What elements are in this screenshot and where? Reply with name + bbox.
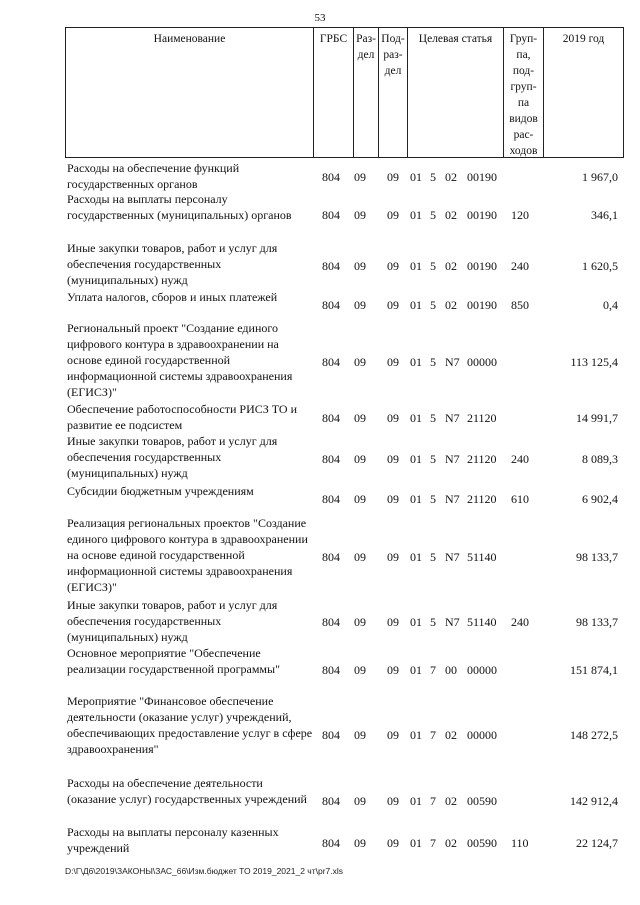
row-razdel: 09	[354, 452, 366, 466]
row-sum: 14 991,7	[576, 411, 618, 425]
row-name: Уплата налогов, сборов и иных платежей	[67, 290, 278, 304]
row-name: Расходы на обеспечение деятельности (оказание услуг) государственных учреждений	[67, 776, 307, 806]
row-podrazdel: 09	[387, 170, 399, 184]
row-subprogram: 7	[430, 836, 436, 850]
row-grbs: 804	[322, 411, 340, 425]
row-razdel: 09	[354, 355, 366, 369]
row-subprogram: 7	[430, 663, 436, 677]
row-name: Региональный проект "Создание единого цифрового контура в здравоохранении на основе единой государственной информационной системы здравоохранения (ЕГИСЗ)"	[67, 321, 293, 399]
row-podrazdel: 09	[387, 615, 399, 629]
row-sum: 113 125,4	[570, 355, 618, 369]
row-podrazdel: 09	[387, 298, 399, 312]
row-event: 02	[445, 170, 457, 184]
row-grbs: 804	[322, 794, 340, 808]
row-expense-type: 240	[511, 259, 529, 273]
row-grbs: 804	[322, 208, 340, 222]
row-event: N7	[445, 452, 460, 466]
row-program: 01	[410, 492, 422, 506]
row-direction: 51140	[467, 615, 497, 629]
row-subprogram: 5	[430, 550, 436, 564]
page-number: 53	[314, 12, 326, 24]
row-program: 01	[410, 615, 422, 629]
row-direction: 21120	[467, 492, 497, 506]
row-razdel: 09	[354, 298, 366, 312]
row-subprogram: 5	[430, 208, 436, 222]
row-grbs: 804	[322, 298, 340, 312]
row-expense-type: 240	[511, 615, 529, 629]
row-program: 01	[410, 170, 422, 184]
row-direction: 21120	[467, 411, 497, 425]
row-sum: 6 902,4	[582, 492, 618, 506]
row-razdel: 09	[354, 170, 366, 184]
row-subprogram: 5	[430, 492, 436, 506]
row-grbs: 804	[322, 452, 340, 466]
row-razdel: 09	[354, 411, 366, 425]
row-direction: 00190	[467, 170, 497, 184]
row-name: Реализация региональных проектов "Создание единого цифрового контура в здравоохранении на основе единой государственной информационной системы здравоохранения (ЕГИСЗ)"	[67, 516, 308, 594]
row-sum: 142 912,4	[570, 794, 618, 808]
row-program: 01	[410, 836, 422, 850]
row-name: Мероприятие "Финансовое обеспечение деятельности (оказание услуг) учреждений, обеспечивающих предоставление услуг в сфере здравоохранения"	[67, 694, 313, 756]
row-program: 01	[410, 298, 422, 312]
row-podrazdel: 09	[387, 836, 399, 850]
row-event: 02	[445, 298, 457, 312]
header-razdel: Раз- дел	[353, 28, 378, 157]
row-program: 01	[410, 355, 422, 369]
table-header	[65, 27, 624, 158]
row-razdel: 09	[354, 550, 366, 564]
file-path-footer: D:\Г\Д6\2019\ЗАКОНЫ\ЗАС_66\Изм.бюджет ТО 2019_2021_2 чт\pr7.xls	[65, 866, 344, 876]
row-event: 02	[445, 208, 457, 222]
row-sum: 151 874,1	[570, 663, 618, 677]
row-expense-type: 850	[511, 298, 529, 312]
row-direction: 51140	[467, 550, 497, 564]
row-name: Иные закупки товаров, работ и услуг для обеспечения государственных (муниципальных) нужд	[67, 434, 278, 480]
row-name: Расходы на выплаты персоналу казенных учреждений	[67, 825, 279, 855]
row-subprogram: 5	[430, 355, 436, 369]
header-podrazdel: Под- раз- дел	[378, 28, 407, 157]
row-program: 01	[410, 728, 422, 742]
row-name: Субсидии бюджетным учреждениям	[67, 484, 254, 498]
row-event: 02	[445, 794, 457, 808]
row-name: Иные закупки товаров, работ и услуг для обеспечения государственных (муниципальных) нужд	[67, 241, 278, 287]
row-event: 02	[445, 259, 457, 273]
row-sum: 148 272,5	[570, 728, 618, 742]
row-razdel: 09	[354, 615, 366, 629]
row-subprogram: 5	[430, 259, 436, 273]
row-name: Расходы на выплаты персоналу государственных (муниципальных) органов	[67, 192, 292, 222]
row-razdel: 09	[354, 259, 366, 273]
row-direction: 00590	[467, 836, 497, 850]
row-program: 01	[410, 663, 422, 677]
row-subprogram: 5	[430, 170, 436, 184]
row-grbs: 804	[322, 259, 340, 273]
row-subprogram: 7	[430, 794, 436, 808]
row-sum: 8 089,3	[582, 452, 618, 466]
row-podrazdel: 09	[387, 728, 399, 742]
row-name: Иные закупки товаров, работ и услуг для обеспечения государственных (муниципальных) нужд	[67, 598, 278, 644]
row-subprogram: 5	[430, 452, 436, 466]
row-grbs: 804	[322, 728, 340, 742]
row-sum: 98 133,7	[576, 615, 618, 629]
row-grbs: 804	[322, 836, 340, 850]
row-program: 01	[410, 550, 422, 564]
row-grbs: 804	[322, 550, 340, 564]
row-subprogram: 5	[430, 615, 436, 629]
row-sum: 98 133,7	[576, 550, 618, 564]
row-grbs: 804	[322, 492, 340, 506]
row-event: N7	[445, 355, 460, 369]
row-razdel: 09	[354, 208, 366, 222]
row-sum: 1 620,5	[582, 259, 618, 273]
row-program: 01	[410, 208, 422, 222]
row-grbs: 804	[322, 170, 340, 184]
row-sum: 1 967,0	[582, 170, 618, 184]
row-razdel: 09	[354, 794, 366, 808]
row-direction: 21120	[467, 452, 497, 466]
row-direction: 00000	[467, 728, 497, 742]
row-direction: 00190	[467, 208, 497, 222]
row-program: 01	[410, 411, 422, 425]
row-podrazdel: 09	[387, 259, 399, 273]
row-event: N7	[445, 411, 460, 425]
row-program: 01	[410, 452, 422, 466]
row-podrazdel: 09	[387, 663, 399, 677]
row-subprogram: 5	[430, 411, 436, 425]
row-name: Расходы на обеспечение функций государственных органов	[67, 161, 240, 191]
row-razdel: 09	[354, 836, 366, 850]
header-target-article: Целевая статья	[407, 28, 503, 157]
row-direction: 00000	[467, 355, 497, 369]
row-sum: 0,4	[603, 298, 618, 312]
row-expense-type: 240	[511, 452, 529, 466]
row-razdel: 09	[354, 663, 366, 677]
row-sum: 346,1	[591, 208, 618, 222]
row-razdel: 09	[354, 492, 366, 506]
row-grbs: 804	[322, 663, 340, 677]
row-grbs: 804	[322, 355, 340, 369]
row-subprogram: 5	[430, 298, 436, 312]
row-direction: 00000	[467, 663, 497, 677]
row-podrazdel: 09	[387, 794, 399, 808]
row-podrazdel: 09	[387, 355, 399, 369]
row-direction: 00190	[467, 259, 497, 273]
row-grbs: 804	[322, 615, 340, 629]
row-event: 00	[445, 663, 457, 677]
header-name: Наименование	[153, 33, 226, 45]
row-program: 01	[410, 259, 422, 273]
row-razdel: 09	[354, 728, 366, 742]
row-direction: 00190	[467, 298, 497, 312]
row-expense-type: 610	[511, 492, 529, 506]
header-grbs: ГРБС	[313, 28, 353, 157]
row-expense-type: 110	[511, 836, 529, 850]
row-podrazdel: 09	[387, 492, 399, 506]
row-name: Обеспечение работоспособности РИСЗ ТО и развитие ее подсистем	[67, 402, 298, 432]
row-program: 01	[410, 794, 422, 808]
row-event: N7	[445, 492, 460, 506]
row-podrazdel: 09	[387, 452, 399, 466]
row-direction: 00590	[467, 794, 497, 808]
row-podrazdel: 09	[387, 550, 399, 564]
row-podrazdel: 09	[387, 208, 399, 222]
row-expense-type: 120	[511, 208, 529, 222]
row-event: N7	[445, 550, 460, 564]
row-name: Основное мероприятие "Обеспечение реализации государственной программы"	[67, 646, 280, 676]
row-event: 02	[445, 728, 457, 742]
row-sum: 22 124,7	[576, 836, 618, 850]
row-podrazdel: 09	[387, 411, 399, 425]
row-event: 02	[445, 836, 457, 850]
header-year: 2019 год	[543, 28, 623, 157]
row-event: N7	[445, 615, 460, 629]
row-subprogram: 7	[430, 728, 436, 742]
header-expense-group: Груп- па, под- груп- па видов рас- ходов	[503, 28, 543, 157]
